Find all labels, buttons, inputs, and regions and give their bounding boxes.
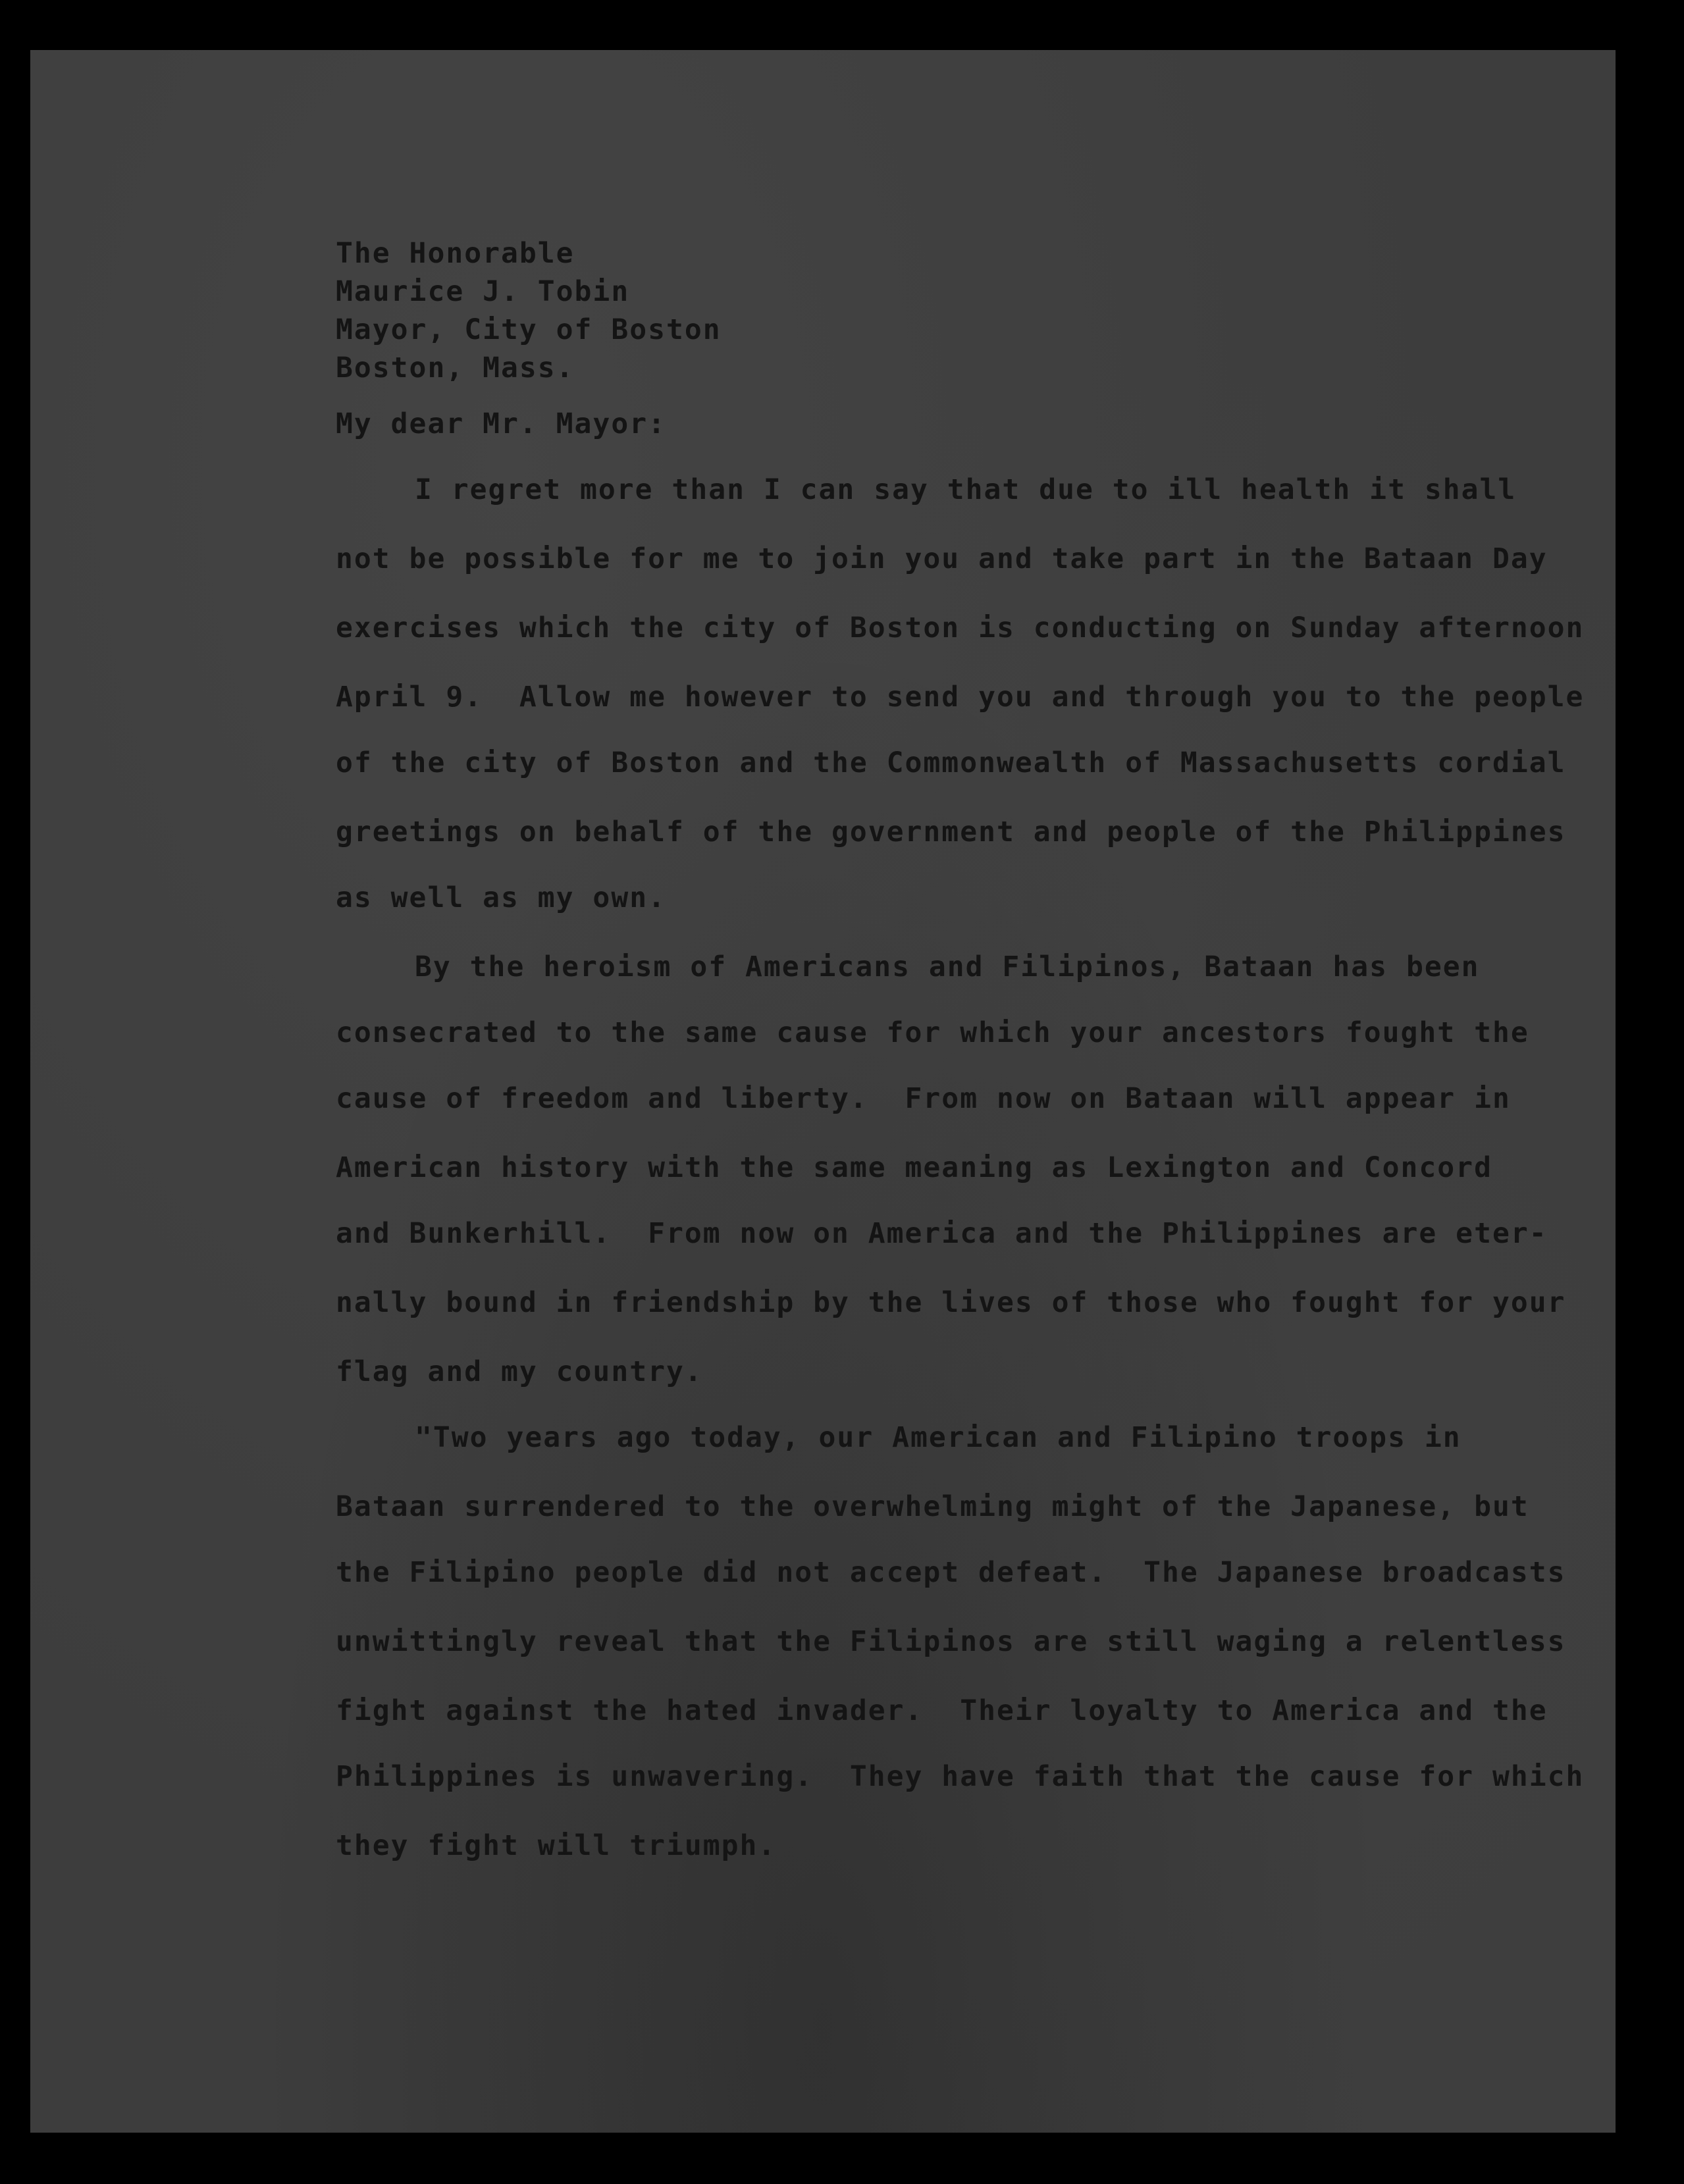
paragraph-2-line: consecrated to the same cause for which your ancestors fought the: [336, 1016, 1529, 1049]
paragraph-1-line: not be possible for me to join you and take part in the Bataan Day: [336, 542, 1548, 575]
paragraph-1-line: I regret more than I can say that due to ill health it shall: [415, 473, 1517, 506]
paragraph-1-line: April 9. Allow me however to send you and through you to the people: [336, 681, 1585, 714]
paragraph-2-line: nally bound in friendship by the lives of those who fought for your: [336, 1286, 1566, 1319]
paragraph-2-line: American history with the same meaning as Lexington and Concord: [336, 1151, 1492, 1184]
paragraph-1-line: exercises which the city of Boston is conducting on Sunday afternoon: [336, 611, 1585, 644]
paragraph-3-line: they fight will triumph.: [336, 1829, 777, 1862]
paragraph-1-line: greetings on behalf of the government and people of the Philippines: [336, 816, 1566, 848]
address-line: Maurice J. Tobin: [336, 275, 630, 308]
paragraph-3-line: Philippines is unwavering. They have faith that the cause for which: [336, 1760, 1585, 1793]
paragraph-1-line: as well as my own.: [336, 881, 666, 914]
paragraph-3-line: fight against the hated invader. Their loyalty to America and the: [336, 1694, 1548, 1727]
paragraph-3-line: unwittingly reveal that the Filipinos are still waging a relentless: [336, 1625, 1566, 1658]
address-line: Mayor, City of Boston: [336, 313, 722, 346]
paragraph-3-line: the Filipino people did not accept defeat. The Japanese broadcasts: [336, 1556, 1566, 1589]
recipient-address: [336, 234, 722, 387]
paragraph-2-line: cause of freedom and liberty. From now on Bataan will appear in: [336, 1082, 1511, 1115]
address-line: The Honorable: [336, 237, 575, 270]
paragraph-2-line: By the heroism of Americans and Filipinos, Bataan has been: [415, 950, 1480, 983]
paragraph-2-line: and Bunkerhill. From now on America and the Philippines are eter-: [336, 1217, 1548, 1250]
address-line: Boston, Mass.: [336, 351, 575, 384]
paragraph-3-line: "Two years ago today, our American and Filipino troops in: [415, 1421, 1461, 1454]
paragraph-2-line: flag and my country.: [336, 1355, 703, 1388]
salutation: My dear Mr. Mayor:: [336, 407, 666, 440]
paragraph-3-line: Bataan surrendered to the overwhelming might of the Japanese, but: [336, 1490, 1529, 1523]
paragraph-1-line: of the city of Boston and the Commonwealth of Massachusetts cordial: [336, 746, 1566, 779]
